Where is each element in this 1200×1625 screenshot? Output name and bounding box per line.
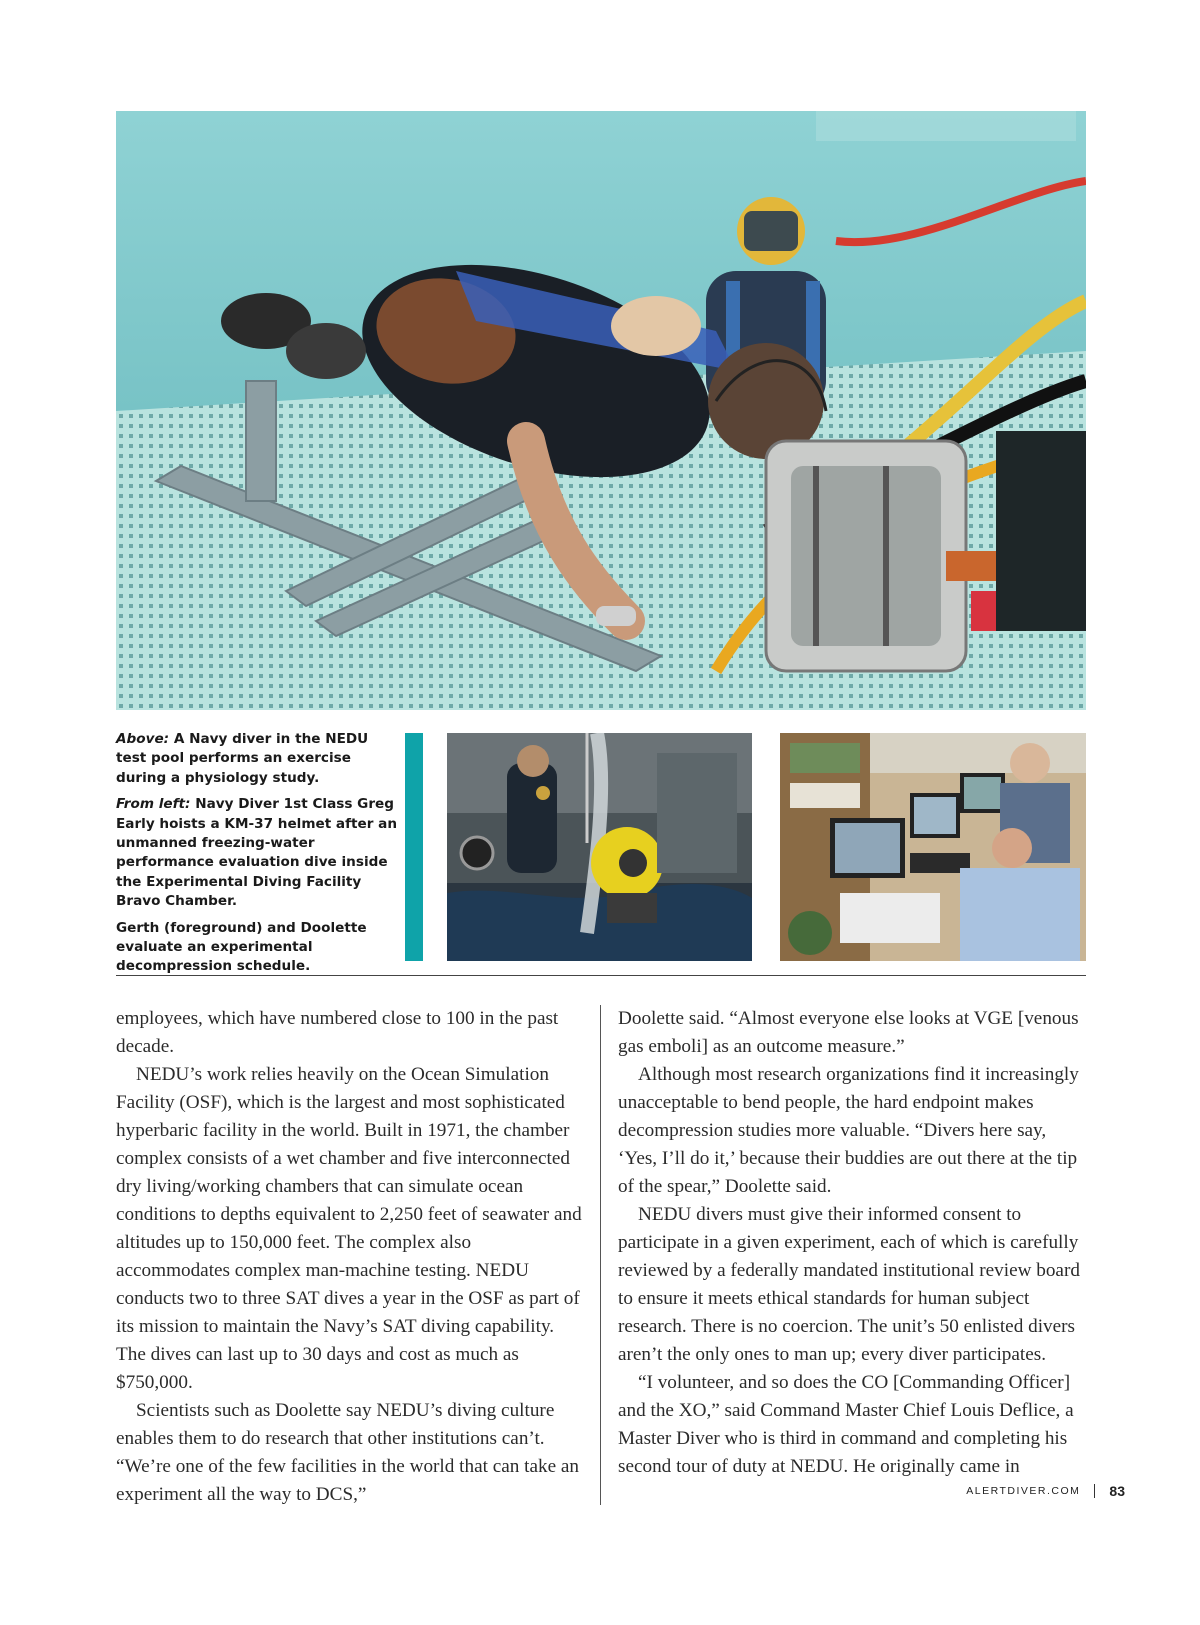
helmet-photo — [447, 733, 752, 961]
page-number: 83 — [1109, 1483, 1125, 1499]
caption-second: Gerth (foreground) and Doolette evaluate an experimental decompression schedule. — [116, 919, 367, 975]
page-footer — [966, 1483, 1125, 1499]
photo-captions — [116, 730, 398, 984]
caption-above-text: A Navy diver in the NEDU test pool performs an exercise during a physiology study. — [116, 731, 369, 786]
article-column-right — [618, 1005, 1088, 1481]
paragraph: Scientists such as Doolette say NEDU’s diving culture enables them to do research that other institutions can’t. “We’re one of the few facilities in the world that can take an experiment all the way to DCS,” — [116, 1400, 580, 1505]
caption-above-lead: Above: — [116, 731, 170, 747]
caption-from-left-lead: From left: — [116, 796, 191, 813]
footer-separator — [1094, 1484, 1095, 1498]
paragraph: Doolette said. “Almost everyone else looks at VGE [venous gas emboli] as an outcome measure.” — [618, 1008, 1079, 1057]
footer-site: ALERTDIVER.COM — [966, 1485, 1081, 1497]
article-column-left — [116, 1005, 586, 1509]
section-rule — [116, 975, 1086, 976]
caption-above — [116, 730, 398, 788]
caption-from-left-text: Navy Diver 1st Class Greg Early hoists a KM-37 helmet after an unmanned freezing-water performance evaluation dive inside the Experimental Diving Facility Bravo Chamber. — [116, 796, 398, 910]
caption-from-left — [116, 795, 398, 911]
column-divider — [600, 1005, 601, 1505]
paragraph: “I volunteer, and so does the CO [Commanding Officer] and the XO,” said Command Master Chief Louis Deflice, a Master Diver who is third in command and completing his second tour of duty at NEDU. He originally came in — [618, 1372, 1074, 1477]
hero-photo — [116, 111, 1086, 710]
paragraph: employees, which have numbered close to 100 in the past decade. — [116, 1008, 559, 1057]
accent-bar — [405, 733, 423, 961]
paragraph: NEDU’s work relies heavily on the Ocean Simulation Facility (OSF), which is the largest and most sophisticated hyperbaric facility in the world. Built in 1971, the chamber complex consists of a wet chamber and five interconnected dry living/working chambers that can simulate ocean conditions to depths equivalent to 2,250 feet of seawater and altitudes up to 150,000 feet. The complex also accommodates complex man-machine testing. NEDU conducts two to three SAT dives a year in the OSF as part of its mission to maintain the Navy’s SAT diving capability. The dives can last up to 30 days and cost as much as $750,000. — [116, 1064, 582, 1393]
office-photo — [780, 733, 1086, 961]
paragraph: Although most research organizations find it increasingly unacceptable to bend people, the hard endpoint makes decompression studies more valuable. “Divers here say, ‘Yes, I’ll do it,’ because their buddies are out there at the tip of the spear,” Doolette said. — [618, 1064, 1079, 1197]
paragraph: NEDU divers must give their informed consent to participate in a given experiment, each of which is carefully reviewed by a federally mandated institutional review board to ensure it meets ethical standards for human subject research. There is no coercion. The unit’s 50 enlisted divers aren’t the only ones to man up; every diver participates. — [618, 1204, 1080, 1365]
